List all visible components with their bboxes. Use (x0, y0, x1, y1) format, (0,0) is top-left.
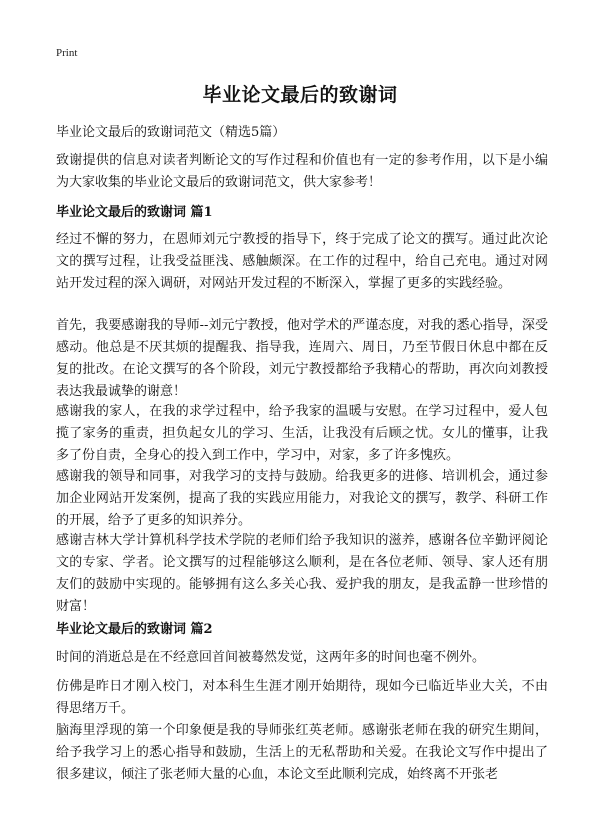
section-heading-2: 毕业论文最后的致谢词 篇2 (56, 622, 213, 637)
section-1-paragraph-4: 感谢我的领导和同事，对我学习的支持与鼓励。给我更多的进修、培训机会，通过参加企业网站开发案例，提高了我的实践应用能力，对我论文的撰写，教学、科研工作的开展，给予了更多的知识养分。 (56, 469, 548, 528)
section-1-paragraph-2: 首先，我要感谢我的导师--刘元宁教授，他对学术的严谨态度，对我的悉心指导，深受感动。他总是不厌其烦的提醒我、指导我，连周六、周日，乃至节假日休息中都在反复的批改。在论文撰写的各个阶段，刘元宁教授都给予我精心的帮助，再次向刘教授表达我最诚挚的谢意！ (56, 318, 548, 399)
print-link[interactable]: Print (56, 47, 78, 59)
section-1-paragraph-1: 经过不懈的努力，在恩师刘元宁教授的指导下，终于完成了论文的撰写。通过此次论文的撰写过程，让我受益匪浅、感触颇深。在工作的过程中，给自己充电。通过对网站开发过程的深入调研，对网站开发过程的不断深入，掌握了更多的实践经验。 (56, 232, 548, 291)
section-2-paragraph-1: 时间的消逝总是在不经意回首间被蓦然发觉，这两年多的时间也毫不例外。 (56, 650, 486, 665)
document-title: 毕业论文最后的致谢词 (202, 84, 398, 106)
section-1-paragraph-3: 感谢我的家人，在我的求学过程中，给予我家的温暖与安慰。在学习过程中，爱人包揽了家务的重责，担负起女儿的学习、生活，让我没有后顾之忧。女儿的懂事，让我多了份自责，全身心的投入到工作中，学习中，对家，多了许多愧疚。 (56, 404, 548, 463)
section-2-paragraph-2: 仿佛是昨日才刚入校门，对本科生生涯才刚开始期待，现如今已临近毕业大关，不由得思绪万千。 (56, 679, 548, 716)
document-subtitle: 毕业论文最后的致谢词范文（精选5篇） (56, 125, 286, 140)
section-2-paragraph-3: 脑海里浮现的第一个印象便是我的导师张红英老师。感谢张老师在我的研究生期间，给予我学习上的悉心指导和鼓励，生活上的无私帮助和关爱。在我论文写作中提出了很多建议，倾注了张老师大量的心血，本论文至此顺利完成，始终离不开张老 (56, 723, 548, 782)
intro-paragraph: 致谢提供的信息对读者判断论文的写作过程和价值也有一定的参考作用，以下是小编为大家收集的毕业论文最后的致谢词范文，供大家参考！ (56, 153, 548, 190)
section-1-paragraph-5: 感谢吉林大学计算机科学技术学院的老师们给予我知识的滋养，感谢各位辛勤评阅论文的专家、学者。论文撰写的过程能够这么顺利，是在各位老师、领导、家人还有朋友们的鼓励中实现的。能够拥有这么多关心我、爱护我的朋友，是我孟静一世珍惜的财富！ (56, 533, 548, 614)
section-heading-1: 毕业论文最后的致谢词 篇1 (56, 205, 213, 220)
